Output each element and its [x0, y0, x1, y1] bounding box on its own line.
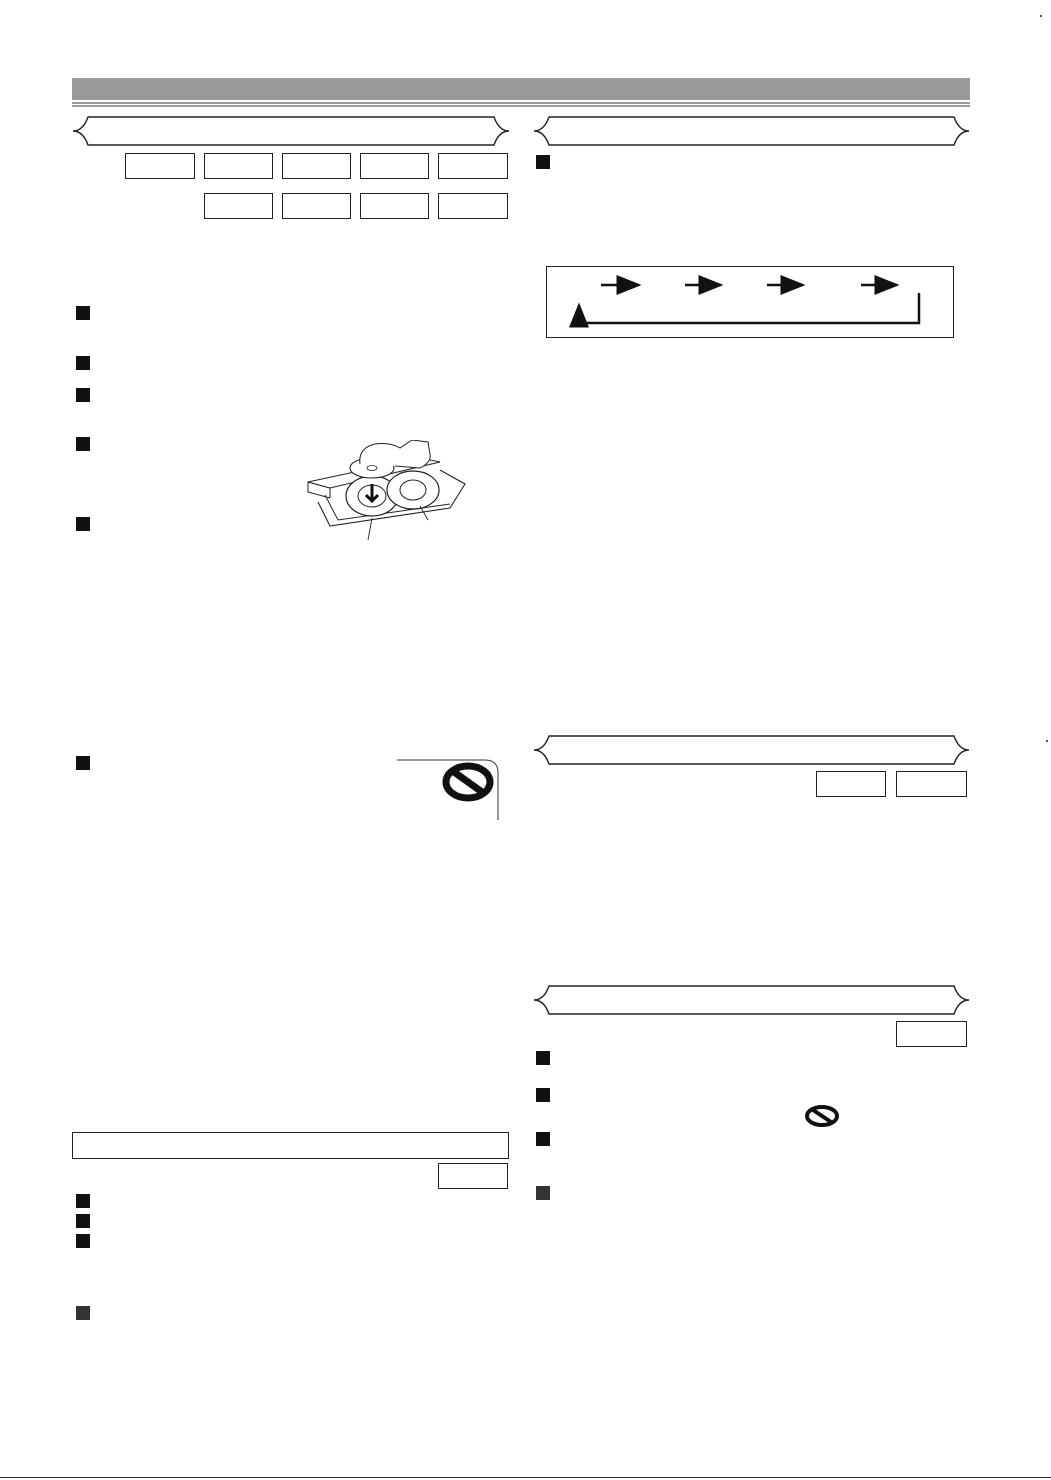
step-marker: [76, 1194, 90, 1208]
disc-type-icon: [204, 193, 273, 219]
disc-type-icon: [360, 193, 429, 219]
disc-type-icon: [438, 1163, 508, 1189]
page-bottom-rule: [0, 1477, 1051, 1478]
disc-type-icon: [125, 153, 195, 179]
step-marker: [76, 756, 90, 770]
disc-type-icon: [282, 193, 351, 219]
step-marker: [76, 517, 90, 531]
disc-type-icon: [896, 771, 967, 797]
step-marker: [76, 1234, 90, 1248]
disc-type-icon: [896, 1021, 967, 1047]
prohibited-icon: [804, 1104, 840, 1128]
disc-type-icon: [282, 153, 351, 179]
mode-cycle-diagram: [546, 266, 954, 338]
section-banner-right: [533, 985, 970, 1015]
disc-tray-illustration: [300, 440, 475, 545]
step-marker: [536, 1132, 550, 1146]
disc-type-icon: [438, 193, 508, 219]
step-marker: [536, 155, 550, 169]
disc-type-icon: [438, 153, 508, 179]
registration-mark: [1046, 740, 1048, 742]
registration-mark: [1040, 15, 1042, 17]
step-marker: [76, 388, 90, 402]
step-marker: [76, 356, 90, 370]
step-marker: [536, 1088, 550, 1102]
disc-type-icon: [360, 153, 429, 179]
section-banner-left: [72, 116, 510, 146]
step-marker: [76, 306, 90, 320]
section-banner-right: [533, 735, 970, 765]
page-header-bar: [72, 78, 970, 100]
disc-type-icon: [816, 771, 886, 797]
step-marker: [536, 1186, 550, 1200]
step-marker: [76, 437, 90, 451]
header-rule: [72, 102, 970, 104]
subsection-title-bar: [72, 1132, 509, 1159]
section-banner-right: [533, 116, 970, 146]
prohibited-icon: [446, 766, 490, 798]
step-marker: [76, 1214, 90, 1228]
disc-type-icon: [204, 153, 273, 179]
step-marker: [536, 1051, 550, 1065]
step-marker: [76, 1306, 90, 1320]
prohibited-callout: [395, 755, 501, 821]
header-rule: [72, 105, 970, 107]
